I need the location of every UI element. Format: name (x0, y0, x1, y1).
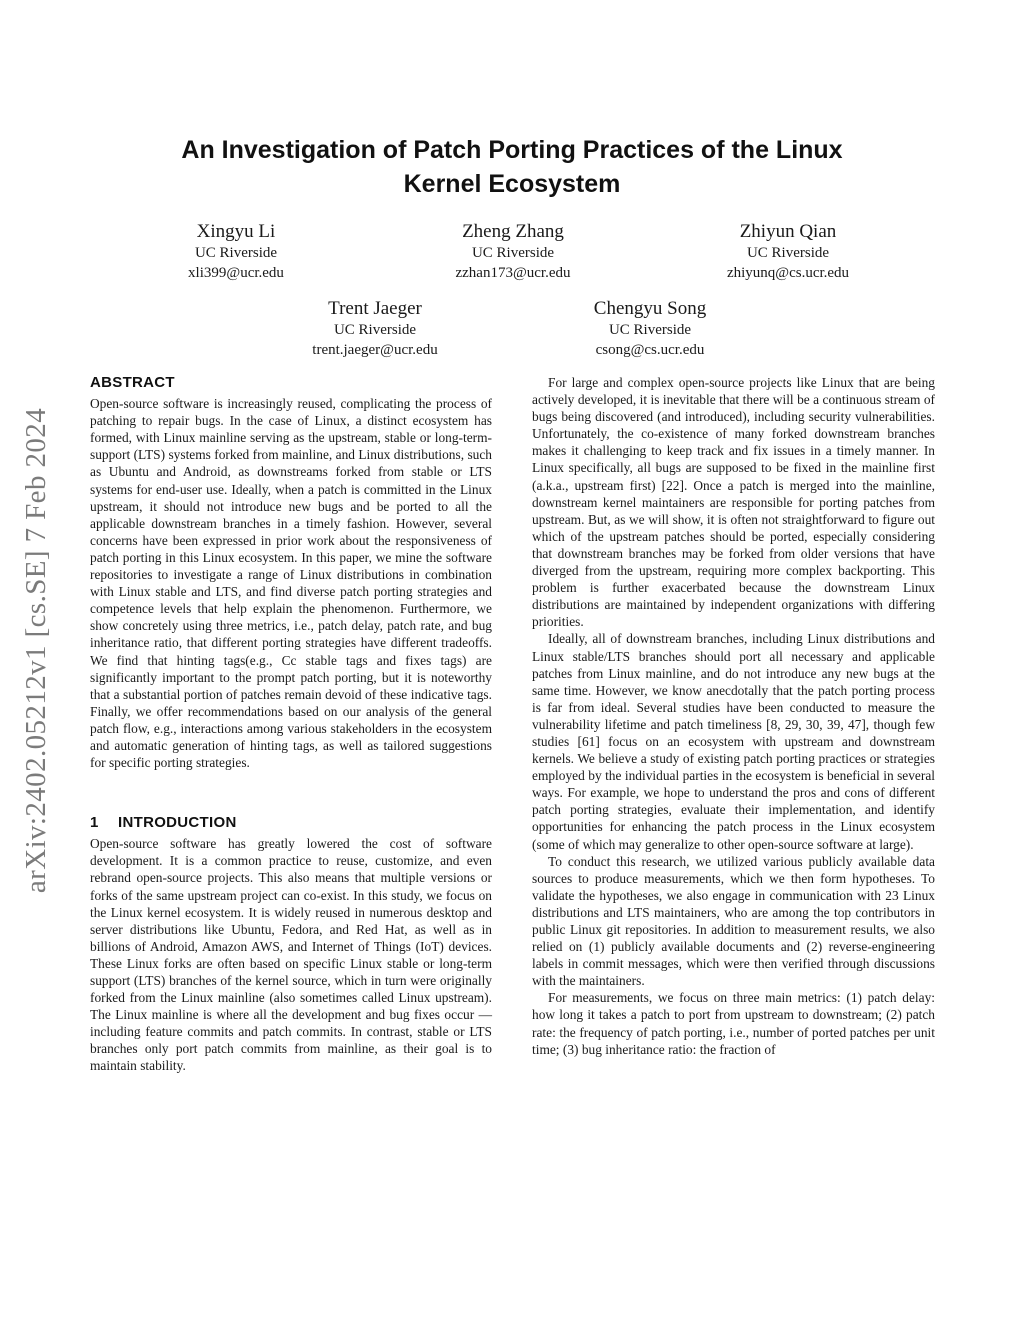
arxiv-identifier (14, 370, 60, 930)
section-heading-introduction (90, 814, 492, 831)
author-block (540, 298, 760, 360)
author-affiliation: UC Riverside (746, 245, 830, 261)
body-paragraph: For measurements, we focus on three main metrics: (1) patch delay: how long it takes a patch to port from upstream to downstream; (2) patch rate: the frequency of patch porting, i.e., number of ported patches per unit time; (3) bug inheritance ratio: the fraction of (532, 990, 935, 1057)
left-column (90, 374, 492, 1075)
body-paragraph: Ideally, all of downstream branches, including Linux distributions and Linux stable/LTS branches should port all necessary and applicable patches from Linux mainline, and do not introduce any new bugs at the same time. However, we know anecdotally that the patch porting process is far from ideal. Several studies have been conducted to measure the vulnerability lifetime and patch timeliness [8, 29, 30, 39, 47], though few studies [61] focus on an ecosystem with upstream and downstream kernels. We believe a study of existing patch porting practices or strategies employed by the individual parties in the ecosystem is beneficial in several ways. For example, we hope to understand the pros and cons of different patch porting strategies, evaluate their implementation, and identify opportunities for enhancing the patch process in the Linux ecosystem (some of which may generalize to other open-source software at large). (532, 631, 935, 852)
author-name: Zheng Zhang (462, 221, 564, 242)
body-paragraph: For large and complex open-source projects like Linux that are being actively developed, it is inevitable that there will be a continuous stream of bugs being discovered (and introduced), including security vulnerabilities. Unfortunately, the co-existence of many forked downstream branches makes it challenging to keep track and fix issues in a timely manner. In Linux specifically, all bugs are supposed to be fixed in the mainline first (a.k.a., upstream first) [22]. Once a patch is merged into the mainline, downstream kernel maintainers are responsible for porting patches from upstream. But, as we will show, it is often not straightforward to figure out which of the upstream patches should be ported, especially considering that downstream branches may be forked from older versions that have diverged from the upstream, requiring more complex backporting. This problem is further exacerbated because the downstream Linux distributions are maintained by independent organizations with differing priorities. (532, 375, 935, 630)
author-block (265, 298, 485, 360)
author-email: csong@cs.ucr.edu (595, 342, 705, 358)
author-name: Trent Jaeger (328, 298, 422, 319)
abstract-text: Open-source software is increasingly reused, complicating the process of patching to repair bugs. In the case of Linux, a distinct ecosystem has formed, with Linux mainline serving as the upstream, stable or long-term-support (LTS) systems forked from mainline, and Linux distributions, such as Ubuntu and Android, as downstreams forked from stable or LTS systems for end-user use. Ideally, when a patch is committed in the Linux upstream, it should not introduce new bugs and be ported to all the applicable downstream branches in a timely fashion. However, several concerns have been expressed in prior work about the responsiveness of patch porting in this Linux ecosystem. In this paper, we mine the software repositories to investigate a range of Linux distributions in combination with Linux stable and LTS, and find diverse patch porting strategies and competence levels that help explain the phenomenon. Furthermore, we show concretely using three metrics, i.e., patch delay, patch rate, and bug inheritance ratio, that different porting strategies have different tradeoffs. We find that hinting tags(e.g., Cc stable tags and fixes tags) are significantly important to the prompt patch porting, but it is noteworthy that a substantial portion of patches remain devoid of these indicative tags. Finally, we offer recommendations based on our analysis of the general patch flow, e.g., interactions among various stakeholders in the ecosystem and automatic generation of hinting tags, as well as tailored suggestions for specific porting strategies. (90, 396, 492, 771)
right-column (532, 374, 935, 1058)
author-name: Xingyu Li (196, 221, 276, 242)
arxiv-identifier-text: arXiv:2402.05212v1 [cs.SE] 7 Feb 2024 (20, 407, 53, 893)
author-block (678, 221, 898, 283)
author-email: zzhan173@ucr.edu (455, 265, 571, 281)
body-paragraph: To conduct this research, we utilized various publicly available data sources to produce measurements, which we then form hypotheses. To validate the hypotheses, we also engage in communication with 23 Linux distributions and LTS maintainers, who are among the top contributors in public Linux git repositories. In addition to measurement results, we also relied on (1) publicly available documents and (2) reverse-engineering labels in commit messages, which were then verified through discussions with the maintainers. (532, 853, 935, 989)
author-name: Zhiyun Qian (739, 221, 837, 242)
author-block (126, 221, 346, 283)
author-affiliation: UC Riverside (471, 245, 555, 261)
author-affiliation: UC Riverside (608, 322, 692, 338)
author-email: trent.jaeger@ucr.edu (312, 342, 438, 358)
author-name: Chengyu Song (593, 298, 707, 319)
section-title: INTRODUCTION (118, 814, 237, 832)
section-number: 1 (90, 814, 99, 832)
author-email: zhiyunq@cs.ucr.edu (726, 265, 850, 281)
author-block (403, 221, 623, 283)
body-paragraph: Open-source software has greatly lowered the cost of software development. It is a common practice to reuse, customize, and even rebrand open-source projects. This also means that multiple versions or forks of the same upstream project can co-exist. In this study, we focus on the Linux kernel ecosystem. It is widely reused in numerous desktop and server distributions like Ubuntu, Fedora, and Red Hat, as well as in billions of Android, Amazon AWS, and Internet of Things (IoT) devices. These Linux forks are often based on specific Linux stable or long-term support (LTS) branches of the kernel source, which in turn were originally forked from the Linux mainline (also sometimes called Linux upstream). The Linux mainline is where all the development and bug fixes occur — including feature commits and patch commits. In contrast, stable or LTS branches only port patch commits from mainline, as their goal is to maintain stability. (90, 836, 492, 1074)
paper-title: An Investigation of Patch Porting Practices of the Linux Kernel Ecosystem (181, 136, 843, 198)
author-affiliation: UC Riverside (194, 245, 278, 261)
abstract-heading: ABSTRACT (90, 374, 175, 391)
author-affiliation: UC Riverside (333, 322, 417, 338)
author-email: xli399@ucr.edu (188, 265, 284, 281)
